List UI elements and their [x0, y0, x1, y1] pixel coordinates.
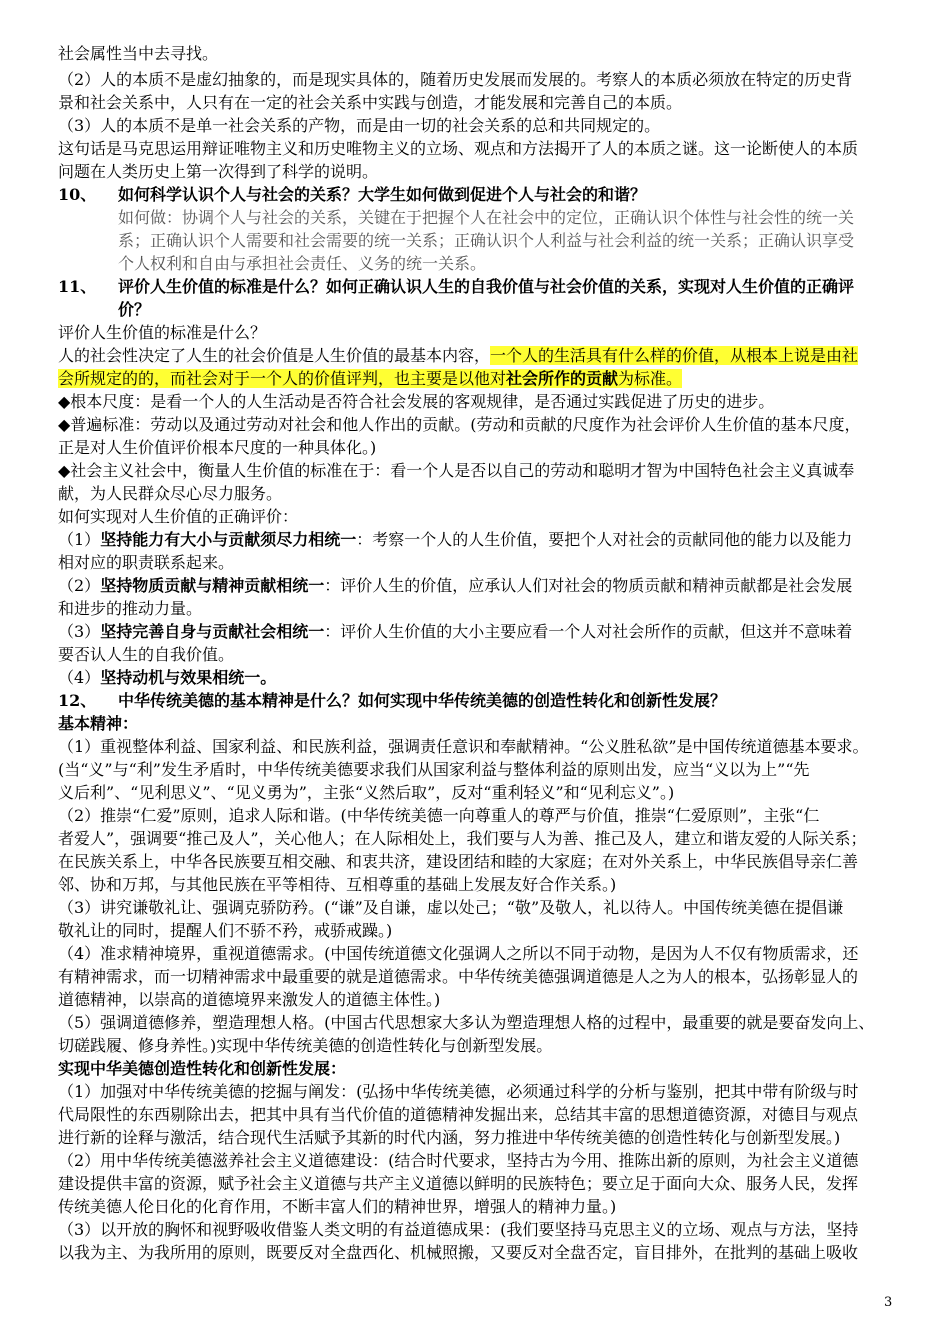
text-span: ：考察一个人的人生价值，要把个人对社会的贡献同他的能力以及能力: [356, 530, 853, 549]
text-line: (当“义”与“利”发生矛盾时，中华传统美德要求我们从国家利益与整体利益的原则出发，应当“义以为上”“先: [58, 760, 810, 779]
text-span: ：评价人生的价值，应承认人们对社会的物质贡献和精神贡献都是社会发展: [324, 576, 853, 595]
text-line: [58, 621, 852, 643]
question-12-heading: [58, 690, 726, 712]
text-line: [58, 345, 858, 367]
text-line: ◆根本尺度：是看一个人的人生活动是否符合社会发展的客观规律，是否通过实践促进了历史的进步。: [58, 392, 775, 411]
highlighted-text: 为标准。: [618, 369, 683, 388]
bold-text: 坚持物质贡献与精神贡献相统一: [100, 576, 325, 595]
text-line: （5）强调道德修养，塑造理想人格。(中国古代思想家大多认为塑造理想人格的过程中，最重要的就是要奋发向上、: [58, 1013, 875, 1032]
text-line: （2）推崇“仁爱”原则，追求人际和谐。(中华传统美德一向尊重人的尊严与价值，推崇“仁爱原则”，主张“仁: [58, 806, 820, 825]
text-line: 评价人生价值的标准是什么？: [58, 323, 267, 342]
text-line: 道德精神，以崇高的道德境界来激发人的道德主体性。): [58, 990, 441, 1009]
question-10-heading: [58, 184, 646, 206]
text-line: 这句话是马克思运用辩证唯物主义和历史唯物主义的立场、观点和方法揭开了人的本质之谜。这一论断使人的本质: [58, 139, 859, 158]
highlighted-text: 一个人的生活具有什么样的价值，从根本上说是由社: [490, 346, 859, 365]
text-line: 在民族关系上，中华各民族要互相交融、和衷共济，建设团结和睦的大家庭；在对外关系上，中华民族倡导亲仁善: [58, 852, 859, 871]
text-line: [58, 667, 276, 689]
list-marker: （2）: [58, 576, 101, 595]
text-line: ◆普遍标准：劳动以及通过劳动对社会和他人作出的贡献。(劳动和贡献的尺度作为社会评价人生价值的基本尺度，: [58, 415, 861, 434]
bold-text: 坚持完善自身与贡献社会相统一: [100, 622, 325, 641]
text-line: 要否认人生的自我价值。: [58, 645, 235, 664]
text-line: 献，为人民群众尽心尽力服务。: [58, 484, 283, 503]
text-line: （3）讲究谦敬礼让、强调克骄防矜。(“谦”及自谦，虚以处己；“敬”及敬人，礼以待人。中国传统美德在提倡谦: [58, 898, 844, 917]
text-span: 人的社会性决定了人生的社会价值是人生价值的最基本内容，: [58, 346, 491, 365]
text-line: 敬礼让的同时，提醒人们不骄不矜，戒骄戒躁。): [58, 921, 393, 940]
question-text-continued: 价？: [118, 300, 151, 319]
text-line: 系；正确认识个人需要和社会需要的统一关系；正确认识个人利益与社会利益的统一关系；正确认识享受: [118, 231, 855, 250]
text-line: 代局限性的东西剔除出去，把其中具有当代价值的道德精神发掘出来，总结其丰富的思想道德资源，对德目与观点: [58, 1105, 859, 1124]
text-line: （1）加强对中华传统美德的挖掘与阐发：(弘扬中华传统美德，必须通过科学的分析与鉴别，把其中带有阶级与时: [58, 1082, 859, 1101]
text-line: 个人权利和自由与承担社会责任、义务的统一关系。: [118, 254, 487, 273]
text-line: 如何做：协调个人与社会的关系，关键在于把握个人在社会中的定位，正确认识个体性与社会性的统一关: [118, 208, 855, 227]
text-line: 如何实现对人生价值的正确评价：: [58, 507, 299, 526]
text-line: 相对应的职责联系起来。: [58, 553, 235, 572]
text-line: （3）以开放的胸怀和视野吸收借鉴人类文明的有益道德成果：(我们要坚持马克思主义的立场、观点与方法，坚持: [58, 1220, 859, 1239]
bold-text: 坚持能力有大小与贡献须尽力相统一: [100, 530, 357, 549]
highlighted-bold-text: 社会所作的贡献: [506, 369, 619, 388]
section-heading: 实现中华美德创造性转化和创新性发展：: [58, 1059, 347, 1078]
question-11-heading: [58, 276, 854, 298]
text-line: 者爱人”，强调要“推己及人”，关心他人；在人际相处上，我们要与人为善、推己及人，建立和谐友爱的人际关系；: [58, 829, 867, 848]
text-line: [58, 368, 682, 390]
text-line: [58, 529, 852, 551]
text-line: 建设提供丰富的资源，赋予社会主义道德与共产主义道德以鲜明的民族特色；要立足于面向大众、服务人民，发挥: [58, 1174, 859, 1193]
list-marker: （1）: [58, 530, 101, 549]
question-number: 11、: [58, 277, 97, 296]
list-marker: （3）: [58, 622, 101, 641]
question-number: 10、: [58, 185, 97, 204]
text-line: 传统美德人伦日化的化育作用，不断丰富人们的精神世界，增强人的精神力量。): [58, 1197, 617, 1216]
page-number: 3: [884, 1295, 893, 1310]
text-line: （1）重视整体利益、国家利益、和民族利益，强调责任意识和奉献精神。“公义胜私欲”是中国传统道德基本要求。: [58, 737, 869, 756]
text-line: 正是对人生价值评价根本尺度的一种具体化。): [58, 438, 377, 457]
question-text: 评价人生价值的标准是什么？如何正确认识人生的自我价值与社会价值的关系，实现对人生价值的正确评: [118, 277, 855, 296]
section-heading: 基本精神：: [58, 714, 139, 733]
text-line: 有精神需求，而一切精神需求中最重要的就是道德需求。中华传统美德强调道德是人之为人的根本，弘扬彰显人的: [58, 967, 859, 986]
text-line: 邻、协和万邦，与其他民族在平等相待、互相尊重的基础上发展友好合作关系。): [58, 875, 617, 894]
highlighted-text: 会所规定的的，而社会对于一个人的价值评判，也主要是以他对: [58, 369, 507, 388]
text-line: 义后利”、“见利思义”、“见义勇为”，主张“义然后取”，反对“重利轻义”和“见利忘义”。): [58, 783, 675, 802]
question-number: 12、: [58, 691, 97, 710]
text-line: ◆社会主义社会中，衡量人生价值的标准在于：看一个人是否以自己的劳动和聪明才智为中国特色社会主义真诚奉: [58, 461, 855, 480]
text-line: [58, 575, 852, 597]
list-marker: （4）: [58, 668, 101, 687]
text-line: （4）准求精神境界，重视道德需求。(中国传统道德文化强调人之所以不同于动物，是因为人不仅有物质需求，还: [58, 944, 859, 963]
text-line: 进行新的诠释与激活，结合现代生活赋予其新的时代内涵，努力推进中华传统美德的创造性转化与创新型发展。): [58, 1128, 841, 1147]
text-line: （3）人的本质不是单一社会关系的产物，而是由一切的社会关系的总和共同规定的。: [58, 116, 661, 135]
question-text: 如何科学认识个人与社会的关系？大学生如何做到促进个人与社会的和谐？: [118, 185, 647, 204]
text-line: 社会属性当中去寻找。: [58, 44, 219, 63]
text-line: 以我为主、为我所用的原则，既要反对全盘西化、机械照搬，又要反对全盘否定，盲目排外，在批判的基础上吸收: [58, 1243, 859, 1262]
text-line: 和进步的推动力量。: [58, 599, 203, 618]
text-line: 切磋践履、修身养性。)实现中华传统美德的创造性转化与创新型发展。: [58, 1036, 553, 1055]
text-line: 问题在人类历史上第一次得到了科学的说明。: [58, 162, 379, 181]
text-line: 景和社会关系中，人只有在一定的社会关系中实践与创造，才能发展和完善自己的本质。: [58, 93, 683, 112]
bold-text: 坚持动机与效果相统一。: [100, 668, 277, 687]
text-line: （2）用中华传统美德滋养社会主义道德建设：(结合时代要求，坚持古为今用、推陈出新的原则，为社会主义道德: [58, 1151, 859, 1170]
text-line: （2）人的本质不是虚幻抽象的，而是现实具体的，随着历史发展而发展的。考察人的本质必须放在特定的历史背: [58, 70, 853, 89]
text-span: ：评价人生价值的大小主要应看一个人对社会所作的贡献，但这并不意味着: [324, 622, 853, 641]
question-text: 中华传统美德的基本精神是什么？如何实现中华传统美德的创造性转化和创新性发展？: [118, 691, 727, 710]
